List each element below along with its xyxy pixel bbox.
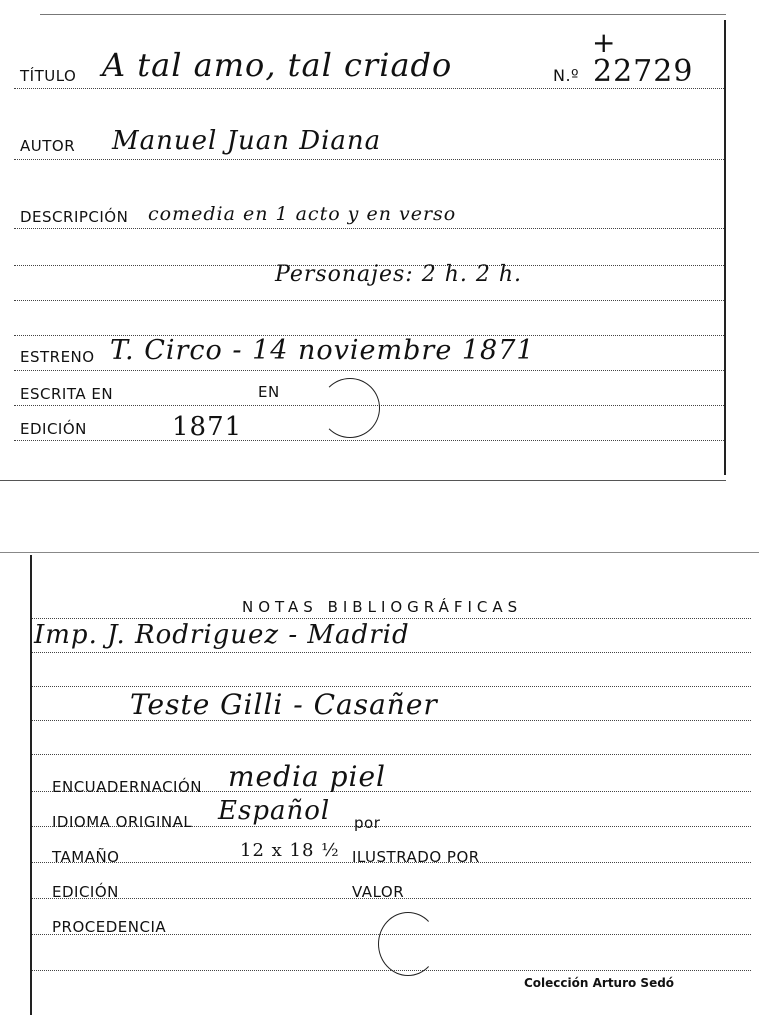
edicion-value: 1871 (172, 412, 243, 442)
ilustrado-label: ILUSTRADO POR (352, 848, 480, 866)
catalog-card-bottom (0, 540, 759, 1028)
en-label: EN (258, 383, 280, 401)
personajes-value: Personajes: 2 h. 2 h. (275, 262, 523, 287)
descripcion-label: DESCRIPCIÓN (20, 208, 129, 226)
escrita-en-label: ESCRITA EN (20, 385, 114, 403)
note-line-1: Imp. J. Rodriguez - Madrid (34, 620, 410, 650)
titulo-label: TÍTULO (20, 67, 77, 85)
numero-value: 22729 (593, 54, 694, 89)
catalog-card-top (0, 0, 759, 500)
descripcion-value: comedia en 1 acto y en verso (148, 203, 457, 225)
card-top-border (40, 14, 726, 15)
procedencia-label: PROCEDENCIA (52, 918, 167, 936)
edicion-bottom-label: EDICIÓN (52, 883, 119, 901)
autor-label: AUTOR (20, 137, 76, 155)
note-line-2: Teste Gilli - Casañer (130, 688, 438, 721)
tamano-value: 12 x 18 ½ (240, 840, 340, 861)
estreno-value: T. Circo - 14 noviembre 1871 (110, 335, 535, 366)
valor-label: VALOR (352, 883, 405, 901)
stamp-circle (320, 378, 380, 438)
ruled-line (32, 754, 751, 755)
encuadernacion-label: ENCUADERNACIÓN (52, 778, 203, 796)
idioma-value: Español (218, 796, 331, 826)
idioma-label: IDIOMA ORIGINAL (52, 813, 193, 831)
ruled-line (32, 618, 751, 619)
encuadernacion-value: media piel (228, 760, 386, 793)
autor-value: Manuel Juan Diana (112, 126, 382, 156)
card-bottom-border (0, 480, 726, 481)
card-right-border (724, 20, 726, 475)
titulo-value: A tal amo, tal criado (102, 46, 453, 84)
ruled-line (14, 159, 724, 160)
tamano-label: TAMAÑO (52, 848, 120, 866)
ruled-line (32, 652, 751, 653)
cross-mark: + (592, 26, 616, 59)
numero-label: N.º (553, 66, 580, 85)
ruled-line (14, 440, 724, 441)
ruled-line (32, 686, 751, 687)
por-label: por (354, 814, 381, 832)
ruled-line (14, 300, 724, 301)
estreno-label: ESTRENO (20, 348, 95, 366)
collection-label: Colección Arturo Sedó (524, 976, 675, 990)
ruled-line (14, 370, 724, 371)
edicion-label: EDICIÓN (20, 420, 87, 438)
ruled-line (14, 228, 724, 229)
card-top-border (0, 552, 759, 553)
card-left-border (30, 555, 32, 1015)
notas-heading: NOTAS BIBLIOGRÁFICAS (242, 598, 523, 616)
stamp-circle (378, 912, 438, 976)
